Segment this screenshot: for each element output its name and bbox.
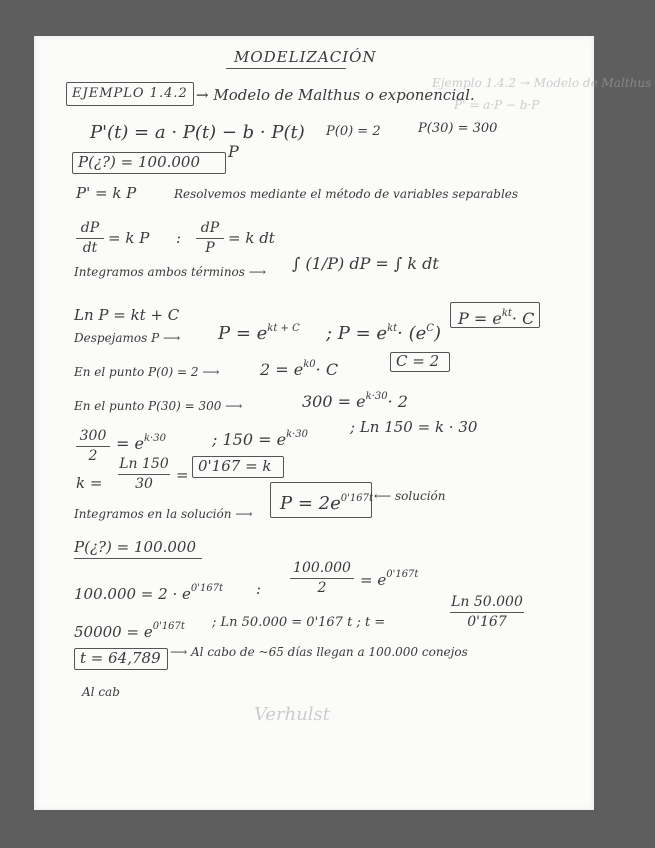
malthus-equation: P' = k P <box>76 184 137 202</box>
exp-close: ) <box>433 323 441 344</box>
fraction-bar <box>118 474 170 475</box>
numerator: dP <box>80 220 100 236</box>
fraction-bar <box>450 612 524 613</box>
exp-0167t <box>360 570 418 588</box>
resolve-text: Resolvemos mediante el método de variables separables <box>174 187 519 201</box>
integral-equation: ∫ (1/P) dP = ∫ k dt <box>292 254 439 273</box>
exp-const: · (e <box>397 323 427 344</box>
numerator: Ln 50.000 <box>451 594 523 610</box>
solution-tail: · C <box>511 309 535 328</box>
exp-k30-power: k·30 <box>143 433 166 444</box>
eq-150-base: ; 150 = e <box>212 430 287 449</box>
numerator: 300 <box>79 428 107 444</box>
title-underline <box>226 68 346 69</box>
question-2: P(¿?) = 100.000 <box>74 538 197 556</box>
k-label: k = <box>76 474 103 492</box>
denominator: P <box>205 239 215 256</box>
question-underline <box>74 558 202 559</box>
fraction-300-2 <box>76 428 110 465</box>
solution-label: ⟵ solución <box>374 489 446 503</box>
fraction-dp-dt <box>76 220 104 257</box>
exp-base: P = e <box>218 323 268 344</box>
logistic-equation: P'(t) = a · P(t) − b · P(t) <box>90 122 305 143</box>
fraction-bar <box>196 238 224 239</box>
fraction-ln150-30 <box>118 456 170 493</box>
al-cab-text: Al cab <box>82 685 120 699</box>
fraction-100000-2 <box>290 560 354 597</box>
eq-150-power: k·30 <box>286 429 309 440</box>
fraction-bar <box>290 578 354 579</box>
denominator: 0'167 <box>467 613 507 630</box>
denominator: 2 <box>317 579 327 596</box>
fraction-dp-p <box>196 220 224 257</box>
p30-power: k·30 <box>365 391 388 402</box>
example-label: EJEMPLO 1.4.2 <box>72 86 188 101</box>
fraction-ln50000 <box>450 594 524 631</box>
k-value: 0'167 = k <box>198 457 272 475</box>
separator: : <box>256 580 262 598</box>
p30-equation <box>302 392 408 410</box>
solution-base: P = 2e <box>280 493 341 514</box>
model-heading: → Modelo de Malthus o exponencial. <box>196 86 475 104</box>
point-p30-text: En el punto P(30) = 300 ⟶ <box>74 399 243 413</box>
ghost-text: Ejemplo 1.4.2 → Modelo de Malthus <box>432 76 652 90</box>
exp-0167t-base: = e <box>360 571 387 589</box>
c-value: C = 2 <box>396 352 440 370</box>
particular-solution <box>280 494 373 513</box>
eq-100000 <box>74 584 223 602</box>
exp-power: kt <box>387 323 398 334</box>
numerator: Ln 150 <box>119 456 169 472</box>
initial-condition: P(0) = 2 <box>326 124 381 139</box>
ghost-text: P' = a·P − b·P <box>454 98 540 112</box>
eq-50000 <box>74 622 185 640</box>
equals-kdt: = k dt <box>228 229 275 247</box>
eq-100000-power: 0'167t <box>190 583 224 594</box>
c-eq-base: 2 = e <box>260 360 304 379</box>
eq-100000-base: 100.000 = 2 · e <box>74 585 191 603</box>
despejamos-text: Despejamos P ⟶ <box>74 331 181 345</box>
exp-k30-base: = e <box>116 434 144 453</box>
separator: : <box>176 229 182 247</box>
condition-p30: P(30) = 300 <box>418 121 498 136</box>
page-title: MODELIZACIÓN <box>234 48 377 66</box>
integrate-text: Integramos ambos términos ⟶ <box>74 265 266 279</box>
integrate-solution-text: Integramos en la solución ⟶ <box>74 507 253 521</box>
notebook-page <box>34 36 652 810</box>
p30-base: 300 = e <box>302 392 366 411</box>
denominator: 2 <box>88 447 98 464</box>
fraction-bar <box>76 238 104 239</box>
c-eq-tail: · C <box>315 360 339 379</box>
question-text: P(¿?) = 100.000 <box>78 153 201 171</box>
numerator: 100.000 <box>293 560 351 576</box>
result-t: t = 64,789 <box>80 649 161 667</box>
equals-sign: = <box>176 466 189 484</box>
log-equation: Ln P = kt + C <box>74 306 180 324</box>
solution-base: P = e <box>458 309 502 328</box>
exp-power: kt + C <box>267 323 300 334</box>
exp-const-power: C <box>426 323 434 334</box>
exp-base: ; P = e <box>326 323 388 344</box>
ghost-text: Verhulst <box>254 704 331 725</box>
point-p0-text: En el punto P(0) = 2 ⟶ <box>74 365 220 379</box>
exp-0167t-power: 0'167t <box>386 569 419 580</box>
exp-k30 <box>116 434 166 452</box>
equals-kp: = k P <box>108 229 150 247</box>
question-mark: P <box>228 142 239 161</box>
denominator: dt <box>82 239 98 256</box>
fraction-bar <box>76 446 110 447</box>
numerator: dP <box>200 220 220 236</box>
solution-power: kt <box>501 308 512 319</box>
denominator: 30 <box>135 475 153 492</box>
c-equation <box>260 360 338 378</box>
eq-50000-base: 50000 = e <box>74 623 153 641</box>
eq-50000-power: 0'167t <box>152 621 185 632</box>
ln-150-equation: ; Ln 150 = k · 30 <box>350 418 478 436</box>
exp-equation <box>218 324 300 343</box>
ln-50000-equation: ; Ln 50.000 = 0'167 t ; t = <box>212 615 386 630</box>
p30-tail: · 2 <box>387 392 408 411</box>
conclusion-text: ⟶ Al cabo de ~65 días llegan a 100.000 conejos <box>170 645 468 659</box>
exp-equation-split <box>326 324 441 343</box>
general-solution <box>458 309 534 327</box>
eq-150 <box>212 430 308 448</box>
solution-power: 0'167t <box>340 493 373 504</box>
c-eq-power: k0 <box>303 359 316 370</box>
